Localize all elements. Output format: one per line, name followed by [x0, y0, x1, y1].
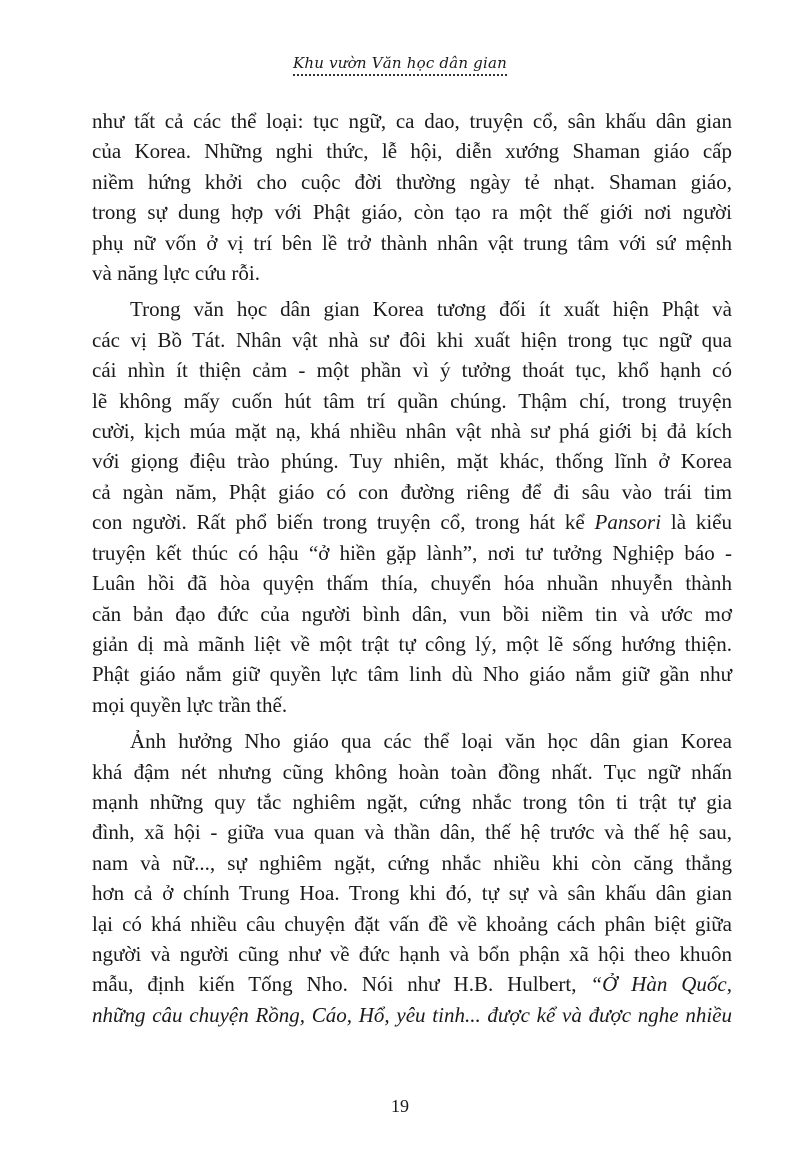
text-run: căn bản đạo đức của người bình dân, vun bồi niềm tin và ước mơ	[92, 601, 732, 626]
text-line	[92, 136, 732, 166]
text-run: mọi quyền lực trần thế.	[92, 692, 288, 717]
text-line	[92, 325, 732, 355]
text-run: Phật giáo nắm giữ quyền lực tâm linh dù Nho giáo nắm giữ gần như	[92, 662, 732, 687]
paragraph	[92, 106, 732, 288]
text-run: Trong văn học dân gian Korea tương đối ít xuất hiện Phật và	[130, 297, 732, 322]
text-line	[92, 386, 732, 416]
text-run: lại có khá nhiều câu chuyện đặt vấn đề về khoảng cách phân biệt giữa	[92, 911, 732, 936]
text-line	[92, 629, 732, 659]
italic-text: Pansori	[594, 510, 662, 535]
text-line	[92, 446, 732, 476]
text-run: mạnh những quy tắc nghiêm ngặt, cứng nhắc trong tôn ti trật tự gia	[92, 789, 732, 814]
text-line	[92, 599, 732, 629]
text-line	[92, 659, 732, 689]
paragraph	[92, 294, 732, 720]
text-line	[92, 690, 732, 720]
text-run: như tất cả các thể loại: tục ngữ, ca dao, truyện cổ, sân khấu dân gian	[92, 109, 732, 133]
text-run: Ảnh hưởng Nho giáo qua các thể loại văn học dân gian Korea	[130, 729, 732, 754]
text-run: trong sự dung hợp với Phật giáo, còn tạo ra một thế giới nơi người	[92, 200, 732, 225]
text-line	[92, 416, 732, 446]
italic-text: “Ở Hàn Quốc,	[590, 972, 732, 997]
text-line	[92, 939, 732, 969]
text-line	[92, 726, 732, 756]
text-run: niềm hứng khởi cho cuộc đời thường ngày tẻ nhạt. Shaman giáo,	[92, 169, 732, 194]
text-run: đình, xã hội - giữa vua quan và thần dân, thế hệ trước và thế hệ sau,	[92, 820, 732, 845]
text-run: truyện kết thúc có hậu “ở hiền gặp lành”, nơi tư tưởng Nghiệp báo -	[92, 540, 732, 565]
text-line	[92, 969, 732, 999]
text-run: giản dị mà mãnh liệt về một trật tự công lý, một lẽ sống hướng thiện.	[92, 631, 732, 656]
running-title: Khu vườn Văn học dân gian	[293, 54, 507, 76]
text-line	[92, 848, 732, 878]
text-run: phụ nữ vốn ở vị trí bên lề trở thành nhân vật trung tâm với sứ mệnh	[92, 230, 732, 255]
text-run: nam và nữ..., sự nghiêm ngặt, cứng nhắc nhiều khi còn căng thẳng	[92, 850, 732, 875]
text-run: người và người cũng như về đức hạnh và bổn phận xã hội theo khuôn	[92, 941, 732, 966]
text-line	[92, 507, 732, 537]
text-run: con người. Rất phổ biến trong truyện cổ, trong hát kể	[92, 510, 595, 535]
text-line	[92, 538, 732, 568]
text-run: và năng lực cứu rỗi.	[92, 261, 260, 286]
text-run: cái nhìn ít thiện cảm - một phần vì ý tưởng thoát tục, khổ hạnh có	[92, 358, 732, 383]
text-run: với giọng điệu trào phúng. Tuy nhiên, mặt khác, thống lĩnh ở Korea	[92, 449, 732, 474]
text-run: của Korea. Những nghi thức, lễ hội, diễn xướng Shaman giáo cấp	[92, 139, 732, 164]
text-line	[92, 167, 732, 197]
text-line	[92, 477, 732, 507]
text-line	[92, 787, 732, 817]
text-run: cười, kịch múa mặt nạ, khá nhiều nhân vật nhà sư phá giới bị đả kích	[92, 419, 732, 444]
text-line	[92, 878, 732, 908]
text-run: Luân hồi đã hòa quyện thấm thía, chuyển hóa nhuần nhuyễn thành	[92, 571, 732, 596]
text-line	[92, 568, 732, 598]
text-line	[92, 106, 732, 136]
text-line	[92, 909, 732, 939]
running-header	[0, 54, 800, 76]
text-line	[92, 757, 732, 787]
paragraph	[92, 726, 732, 1030]
text-run: các vị Bồ Tát. Nhân vật nhà sư đôi khi xuất hiện trong tục ngữ qua	[92, 327, 732, 352]
text-line	[92, 1000, 732, 1030]
text-line	[92, 228, 732, 258]
body-text	[92, 106, 732, 1036]
text-run: lẽ không mấy cuốn hút tâm trí quần chúng. Thậm chí, trong truyện	[92, 388, 732, 413]
text-line	[92, 355, 732, 385]
text-line	[92, 197, 732, 227]
text-run: cả ngàn năm, Phật giáo có con đường riêng để đi sâu vào trái tim	[92, 479, 732, 504]
italic-text: những câu chuyện Rồng, Cáo, Hổ, yêu tinh... được kể và được nghe nhiều	[92, 1002, 732, 1027]
text-run: khá đậm nét nhưng cũng không hoàn toàn đồng nhất. Tục ngữ nhấn	[92, 759, 732, 784]
text-run: hơn cả ở chính Trung Hoa. Trong khi đó, tự sự và sân khấu dân gian	[92, 881, 732, 906]
text-line	[92, 817, 732, 847]
text-line	[92, 258, 732, 288]
text-run: là kiểu	[661, 510, 733, 535]
text-line	[92, 294, 732, 324]
page-number: 19	[391, 1096, 409, 1116]
text-run: mẫu, định kiến Tống Nho. Nói như H.B. Hulbert,	[92, 972, 591, 997]
